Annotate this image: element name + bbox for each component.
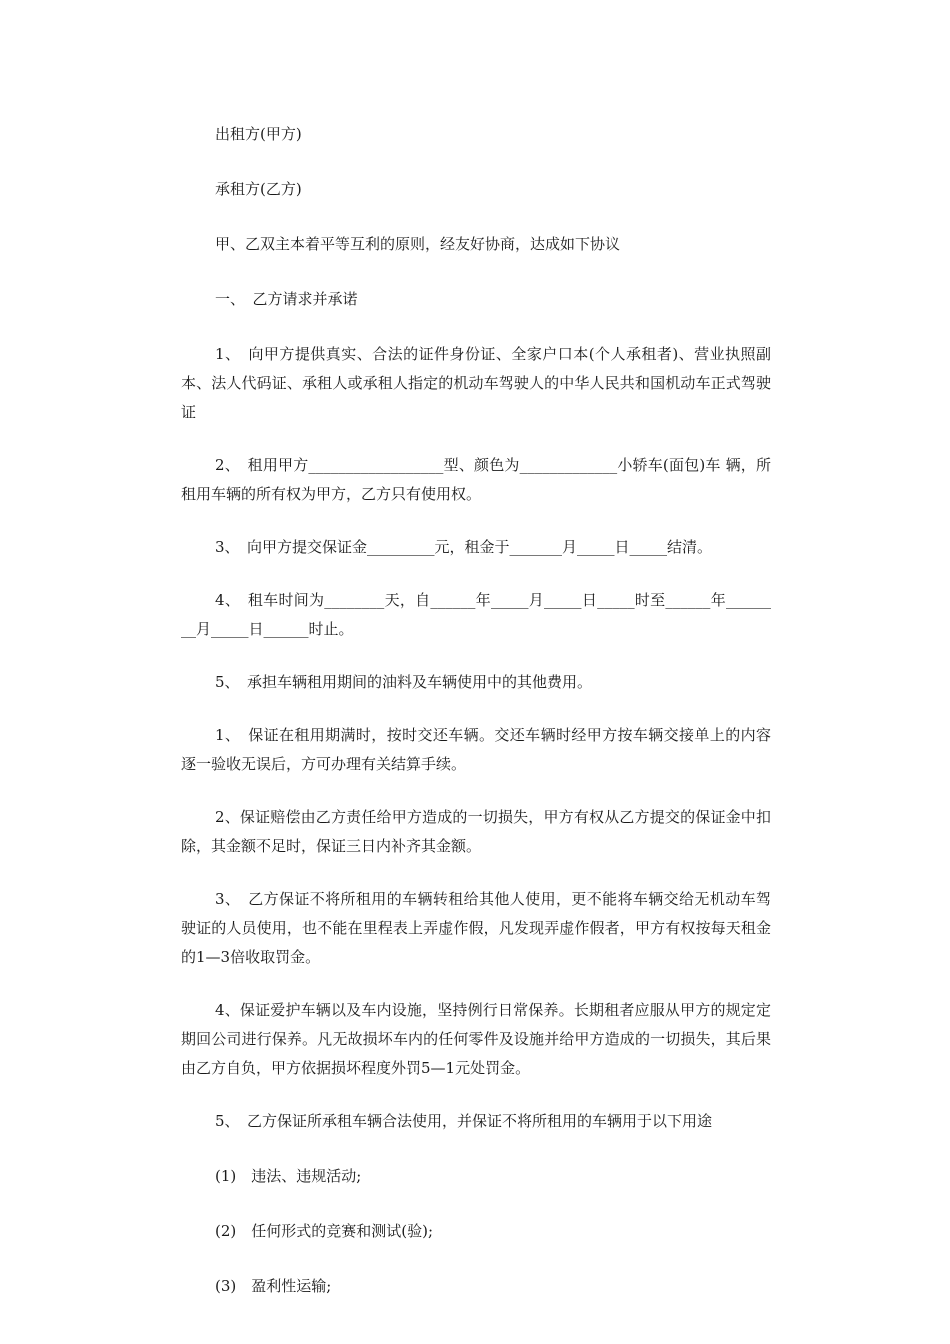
- prohibited-use-3: (3) 盈利性运输;: [215, 1277, 332, 1295]
- clause-1-documents: 1、 向甲方提供真实、合法的证件身份证、全家户口本(个人承租者)、营业执照副本、法人代码证、承租人或承租人指定的机动车驾驶人的中华人民共和国机动车正式驾驶证: [181, 345, 771, 421]
- clause-legal-use: 5、 乙方保证所承租车辆合法使用，并保证不将所租用的车辆用于以下用途: [215, 1112, 713, 1130]
- clause-return-vehicle: 1、 保证在租用期满时，按时交还车辆。交还车辆时经甲方按车辆交接单上的内容逐一验收无误后，方可办理有关结算手续。: [181, 726, 771, 773]
- lessee-line: 承租方(乙方): [215, 180, 302, 198]
- clause-3-deposit: 3、 向甲方提交保证金_________元，租金于_______月_____日_____结清。: [215, 538, 713, 556]
- clause-maintenance: 4、保证爱护车辆以及车内设施，坚持例行日常保养。长期租者应服从甲方的规定定期回公司进行保养。凡无故损坏车内的任何零件及设施并给甲方造成的一切损失，其后果由乙方自负，甲方依据损坏程度外罚5—1元处罚金。: [181, 1001, 771, 1077]
- clause-compensation: 2、保证赔偿由乙方责任给甲方造成的一切损失，甲方有权从乙方提交的保证金中扣除，其金额不足时，保证三日内补齐其金额。: [181, 808, 771, 855]
- prohibited-use-2: (2) 任何形式的竞赛和测试(验);: [215, 1222, 434, 1240]
- clause-5-fuel: 5、 承担车辆租用期间的油料及车辆使用中的其他费用。: [215, 673, 593, 691]
- clause-no-sublease: 3、 乙方保证不将所租用的车辆转租给其他人使用，更不能将车辆交给无机动车驾驶证的人员使用，也不能在里程表上弄虚作假，凡发现弄虚作假者，甲方有权按每天租金的1—3倍收取罚金。: [181, 890, 771, 966]
- prohibited-use-1: (1) 违法、违规活动;: [215, 1167, 362, 1185]
- agreement-intro: 甲、乙双主本着平等互利的原则，经友好协商，达成如下协议: [215, 235, 621, 253]
- clause-2-vehicle: 2、 租用甲方__________________型、颜色为_____________小轿车(面包)车 辆，所租用车辆的所有权为甲方，乙方只有使用权。: [181, 456, 771, 503]
- section-heading: 一、 乙方请求并承诺: [215, 290, 358, 308]
- clause-4-rental-period: 4、 租车时间为________天，自______年_____月_____日_____时至______年________月_____日______时止。: [181, 591, 771, 638]
- contract-document: [181, 120, 771, 1327]
- lessor-line: 出租方(甲方): [215, 125, 302, 143]
